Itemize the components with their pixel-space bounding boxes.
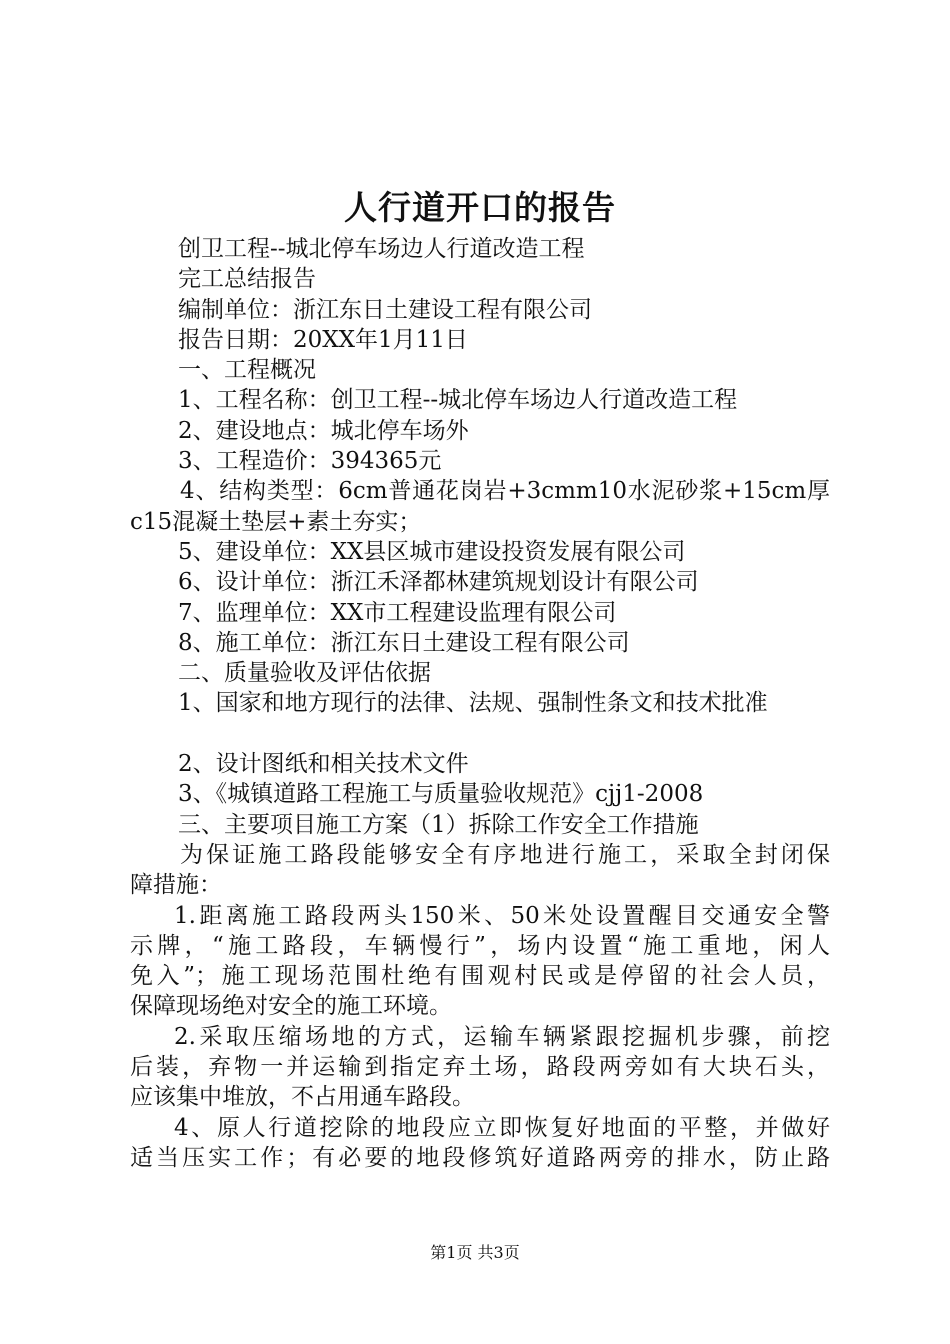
body-line: 1.距离施工路段两头150米、50米处设置醒目交通安全警 [174, 902, 830, 929]
body-line: c15混凝土垫层+素土夯实； [130, 508, 422, 535]
section-heading: 二、质量验收及评估依据 [178, 660, 431, 687]
body-line: 为保证施工路段能够安全有序地进行施工，采取全封闭保 [180, 841, 830, 868]
section-heading: 一、工程概况 [178, 357, 316, 384]
body-line: 3、《城镇道路工程施工与质量验收规范》cjj1-2008 [178, 781, 704, 808]
body-line: 2、设计图纸和相关技术文件 [178, 751, 469, 778]
body-line: 报告日期：20XX年1月11日 [178, 326, 468, 353]
section-heading: 三、主要项目施工方案（1）拆除工作安全工作措施 [178, 811, 699, 838]
page-footer: 第1页 共3页 [430, 1243, 520, 1262]
blank-line [130, 719, 830, 749]
body-line: 完工总结报告 [178, 266, 316, 293]
body-line: 障措施： [130, 872, 222, 899]
body-line: 8、施工单位：浙江东日土建设工程有限公司 [178, 629, 630, 656]
document-title: 人行道开口的报告 [344, 188, 616, 227]
body-line: 1、国家和地方现行的法律、法规、强制性条文和技术批准 [178, 690, 768, 717]
body-line: 适当压实工作；有必要的地段修筑好道路两旁的排水，防止路 [130, 1144, 830, 1171]
body-line: 后装，弃物一并运输到指定弃土场，路段两旁如有大块石头， [130, 1054, 830, 1081]
body-line: 编制单位：浙江东日土建设工程有限公司 [178, 296, 592, 323]
body-line: 5、建设单位：XX县区城市建设投资发展有限公司 [178, 538, 686, 565]
document-body [130, 234, 830, 1173]
body-line: 3、工程造价：394365元 [178, 448, 442, 475]
body-line: 示牌，“施工路段，车辆慢行”，场内设置“施工重地，闲人 [130, 932, 830, 959]
body-line: 4、原人行道挖除的地段应立即恢复好地面的平整，并做好 [174, 1114, 830, 1141]
body-line: 2、建设地点：城北停车场外 [178, 417, 469, 444]
body-line: 1、工程名称：创卫工程--城北停车场边人行道改造工程 [178, 387, 738, 414]
body-line: 6、设计单位：浙江禾泽都林建筑规划设计有限公司 [178, 569, 699, 596]
body-line: 保障现场绝对安全的施工环境。 [130, 993, 452, 1020]
body-line: 免入”；施工现场范围杜绝有围观村民或是停留的社会人员， [130, 963, 830, 990]
body-line: 2.采取压缩场地的方式，运输车辆紧跟挖掘机步骤，前挖 [174, 1023, 830, 1050]
body-line: 4、结构类型：6cm普通花岗岩+3cmm10水泥砂浆+15cm厚 [180, 478, 830, 505]
body-line: 应该集中堆放，不占用通车路段。 [130, 1084, 475, 1111]
body-line: 7、监理单位：XX市工程建设监理有限公司 [178, 599, 617, 626]
body-line: 创卫工程--城北停车场边人行道改造工程 [178, 236, 585, 262]
